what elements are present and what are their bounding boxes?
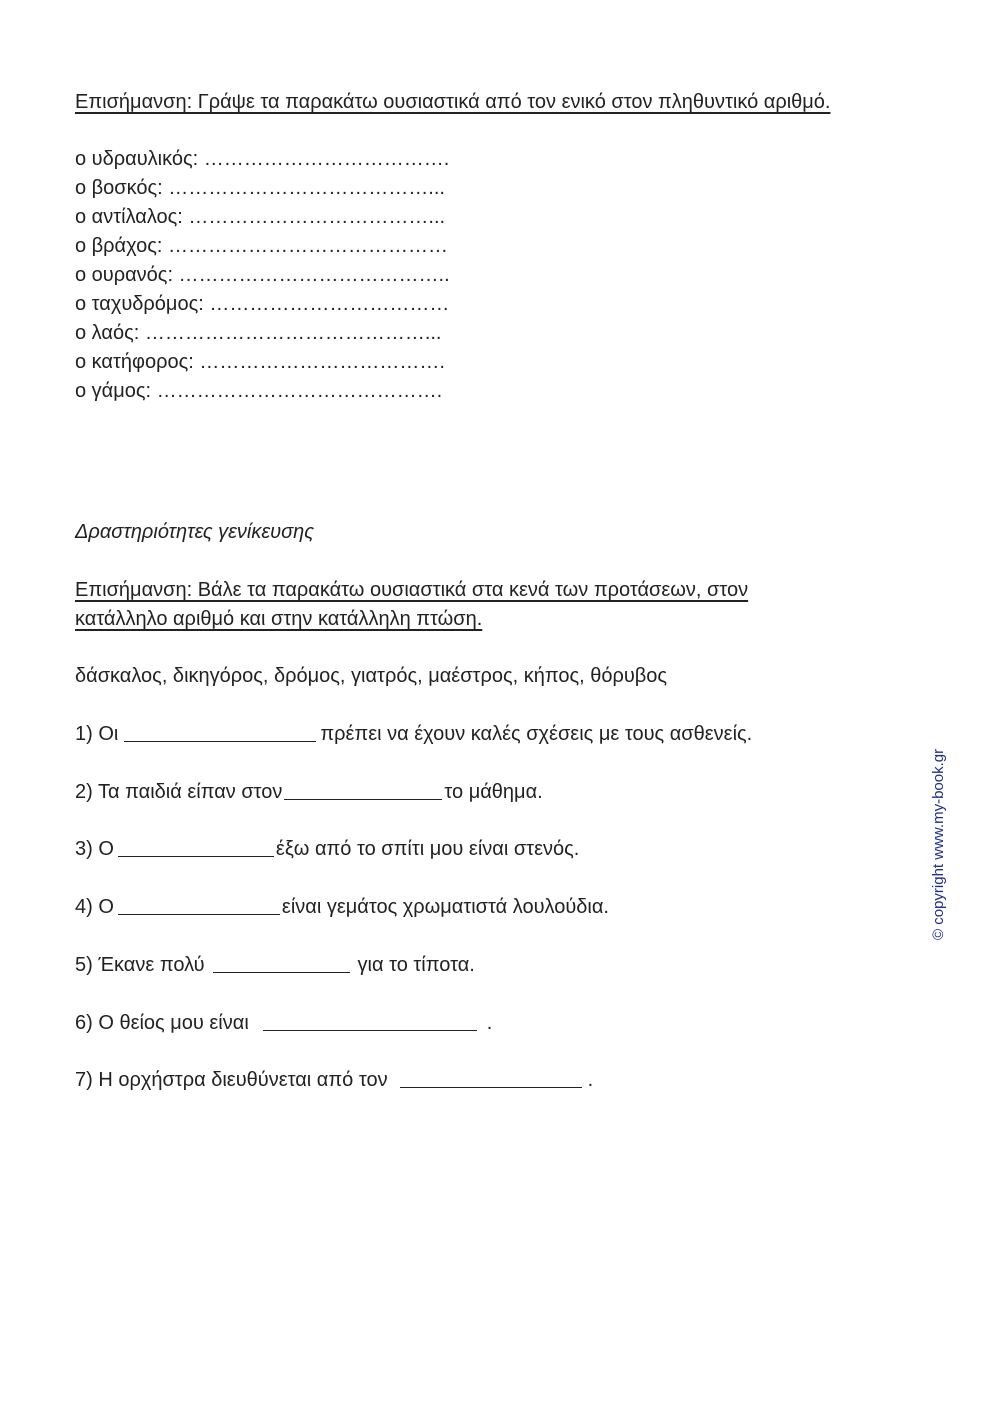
word-item: ο υδραυλικός: ………………………………. bbox=[75, 148, 450, 170]
sentence-4 bbox=[75, 893, 609, 921]
sentence-before: 6) Ο θείος μου είναι bbox=[75, 1012, 249, 1034]
word-item: ο λαός: ……………………………………... bbox=[75, 322, 442, 344]
instruction-fill-line2: κατάλληλο αριθμό και στην κατάλληλη πτώση. bbox=[75, 608, 483, 630]
sentence-before: 4) Ο bbox=[75, 896, 114, 918]
sentence-3 bbox=[75, 835, 579, 863]
word-item: ο γάμος: ……………………………………. bbox=[75, 380, 443, 402]
sentence-before: 1) Οι bbox=[75, 723, 119, 745]
fill-blank[interactable] bbox=[118, 856, 274, 857]
copyright-notice: © copyright www.my-book.gr bbox=[930, 748, 947, 940]
word-item: ο βράχος: …………………………………… bbox=[75, 235, 448, 257]
sentence-before: 5) Έκανε πολύ bbox=[75, 954, 205, 976]
sentence-1 bbox=[75, 720, 752, 748]
fill-blank[interactable] bbox=[124, 741, 316, 742]
word-bank: δάσκαλος, δικηγόρος, δρόμος, γιατρός, μαέστρος, κήπος, θόρυβος bbox=[75, 665, 668, 687]
sentence-after: . bbox=[587, 1069, 594, 1091]
sentence-6 bbox=[75, 1009, 492, 1037]
word-item: ο κατήφορος: ………………………………. bbox=[75, 351, 445, 373]
word-item: ο ουρανός: ………………………………….. bbox=[75, 264, 450, 286]
sentence-after: για το τίποτα. bbox=[357, 954, 475, 976]
fill-blank[interactable] bbox=[213, 972, 350, 973]
section-heading: Δραστηριότητες γενίκευσης bbox=[75, 521, 315, 543]
sentence-5 bbox=[75, 951, 475, 979]
fill-blank[interactable] bbox=[263, 1030, 477, 1031]
word-item: ο αντίλαλος: ………………………………... bbox=[75, 206, 446, 228]
sentence-after: είναι γεμάτος χρωματιστά λουλούδια. bbox=[281, 896, 609, 918]
sentence-2 bbox=[75, 778, 543, 806]
fill-blank[interactable] bbox=[400, 1087, 582, 1088]
instruction-fill-line1: Επισήμανση: Βάλε τα παρακάτω ουσιαστικά στα κενά των προτάσεων, στον bbox=[75, 579, 749, 601]
word-item: ο ταχυδρόμος: ……………………………… bbox=[75, 293, 450, 315]
instruction-plural: Επισήμανση: Γράψε τα παρακάτω ουσιαστικά από τον ενικό στον πληθυντικό αριθμό. bbox=[75, 91, 831, 113]
word-item: ο βοσκός: …………………………………... bbox=[75, 177, 445, 199]
sentence-before: 3) Ο bbox=[75, 838, 114, 860]
sentence-7 bbox=[75, 1066, 593, 1094]
fill-blank[interactable] bbox=[118, 914, 280, 915]
sentence-after: . bbox=[486, 1012, 493, 1034]
sentence-before: 7) Η ορχήστρα διευθύνεται από τον bbox=[75, 1069, 388, 1091]
sentence-after: πρέπει να έχουν καλές σχέσεις με τους ασθενείς. bbox=[320, 723, 753, 745]
sentence-before: 2) Τα παιδιά είπαν στον bbox=[75, 781, 283, 803]
fill-blank[interactable] bbox=[284, 799, 442, 800]
sentence-after: έξω από το σπίτι μου είναι στενός. bbox=[275, 838, 580, 860]
sentence-after: το μάθημα. bbox=[444, 781, 543, 803]
